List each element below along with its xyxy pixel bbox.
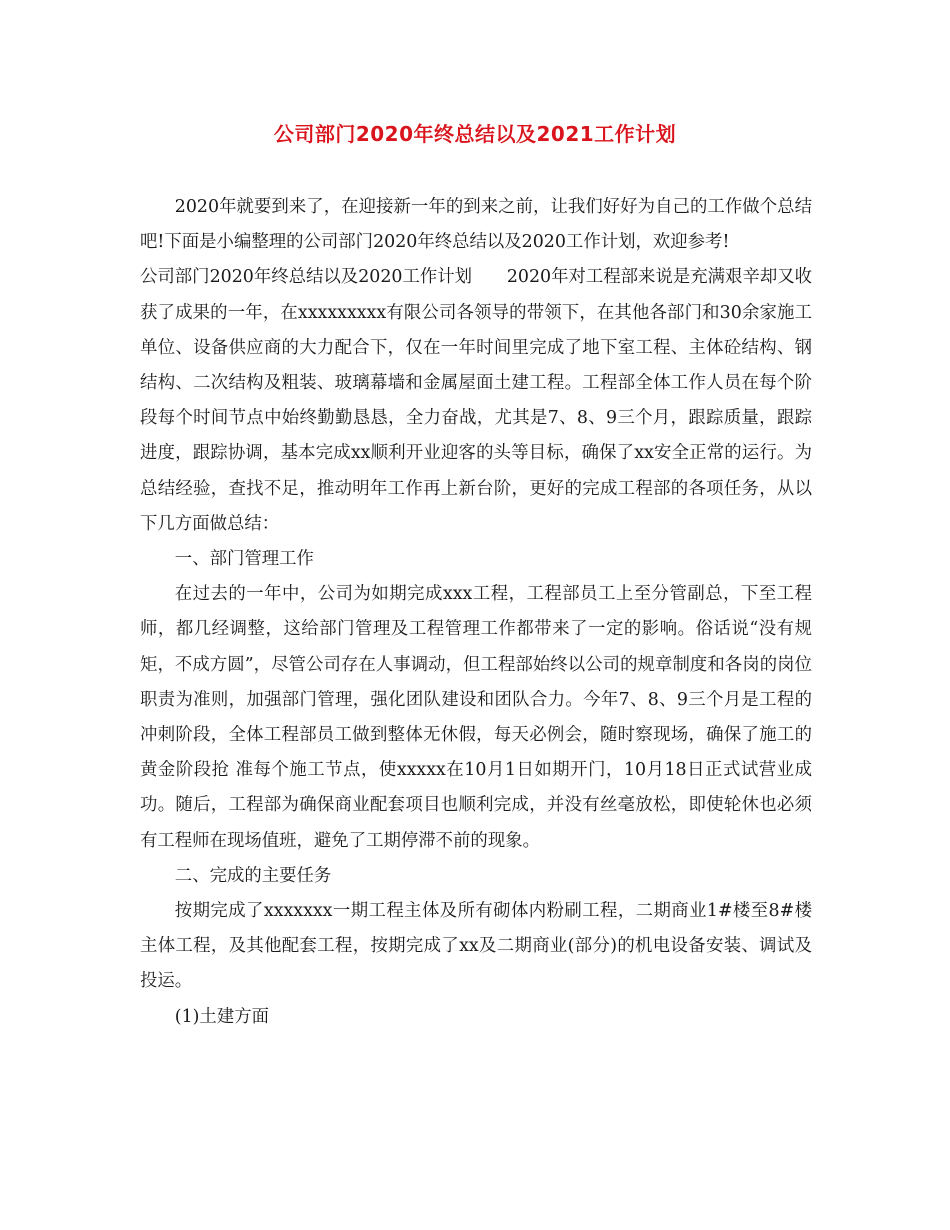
- section-heading-tasks: 二、完成的主要任务: [174, 865, 332, 886]
- document-body: [140, 190, 812, 1035]
- paragraph-management: 在过去的一年中，公司为如期完成xxx工程，工程部员工上至分管副总，下至工程师，都几经调整，这给部门管理及工程管理工作都带来了一定的影响。俗话说“没有规矩，不成方圆”，尽管公司存在人事调动，但工程部始终以公司的规章制度和各岗的岗位职责为准则，加强部门管理，强化团队建设和团队合力。今年7、8、9三个月是工程的冲刺阶段，全体工程部员工做到整体无休假，每天必例会，随时察现场，确保了施工的黄金阶段抢 准每个施工节点，使xxxxx在10月1日如期开门，10月18日正式试营业成功。随后，工程部为确保商业配套项目也顺利完成，并没有丝毫放松，即使轮休也必须有工程师在现场值班，避免了工期停滞不前的现象。: [140, 584, 812, 851]
- document-title: 公司部门2020年终总结以及2021工作计划: [273, 122, 677, 146]
- paragraph-intro: 2020年就要到来了，在迎接新一年的到来之前，让我们好好为自己的工作做个总结吧!下面是小编整理的公司部门2020年终总结以及2020工作计划，欢迎参考!: [140, 197, 812, 253]
- subsection-heading-civil: (1)土建方面: [174, 1006, 269, 1027]
- paragraph-tasks: 按期完成了xxxxxxx一期工程主体及所有砌体内粉刷工程，二期商业1#楼至8#楼主体工程，及其他配套工程，按期完成了xx及二期商业(部分)的机电设备安装、调试及投运。: [140, 901, 812, 992]
- paragraph-summary: 公司部门2020年终总结以及2020工作计划 2020年对工程部来说是充满艰辛却又收获了成果的一年，在xxxxxxxxx有限公司各领导的带领下，在其他各部门和30余家施工单位、设备供应商的大力配合下，仅在一年时间里完成了地下室工程、主体砼结构、钢结构、二次结构及粗装、玻璃幕墙和金属屋面土建工程。工程部全体工作人员在每个阶段每个时间节点中始终勤勤恳恳，全力奋战，尤其是7、8、9三个月，跟踪质量，跟踪进度，跟踪协调，基本完成xx顺利开业迎客的头等目标，确保了xx安全正常的运行。为总结经验，查找不足，推动明年工作再上新台阶，更好的完成工程部的各项任务，从以下几方面做总结：: [140, 267, 812, 534]
- section-heading-management: 一、部门管理工作: [174, 549, 314, 570]
